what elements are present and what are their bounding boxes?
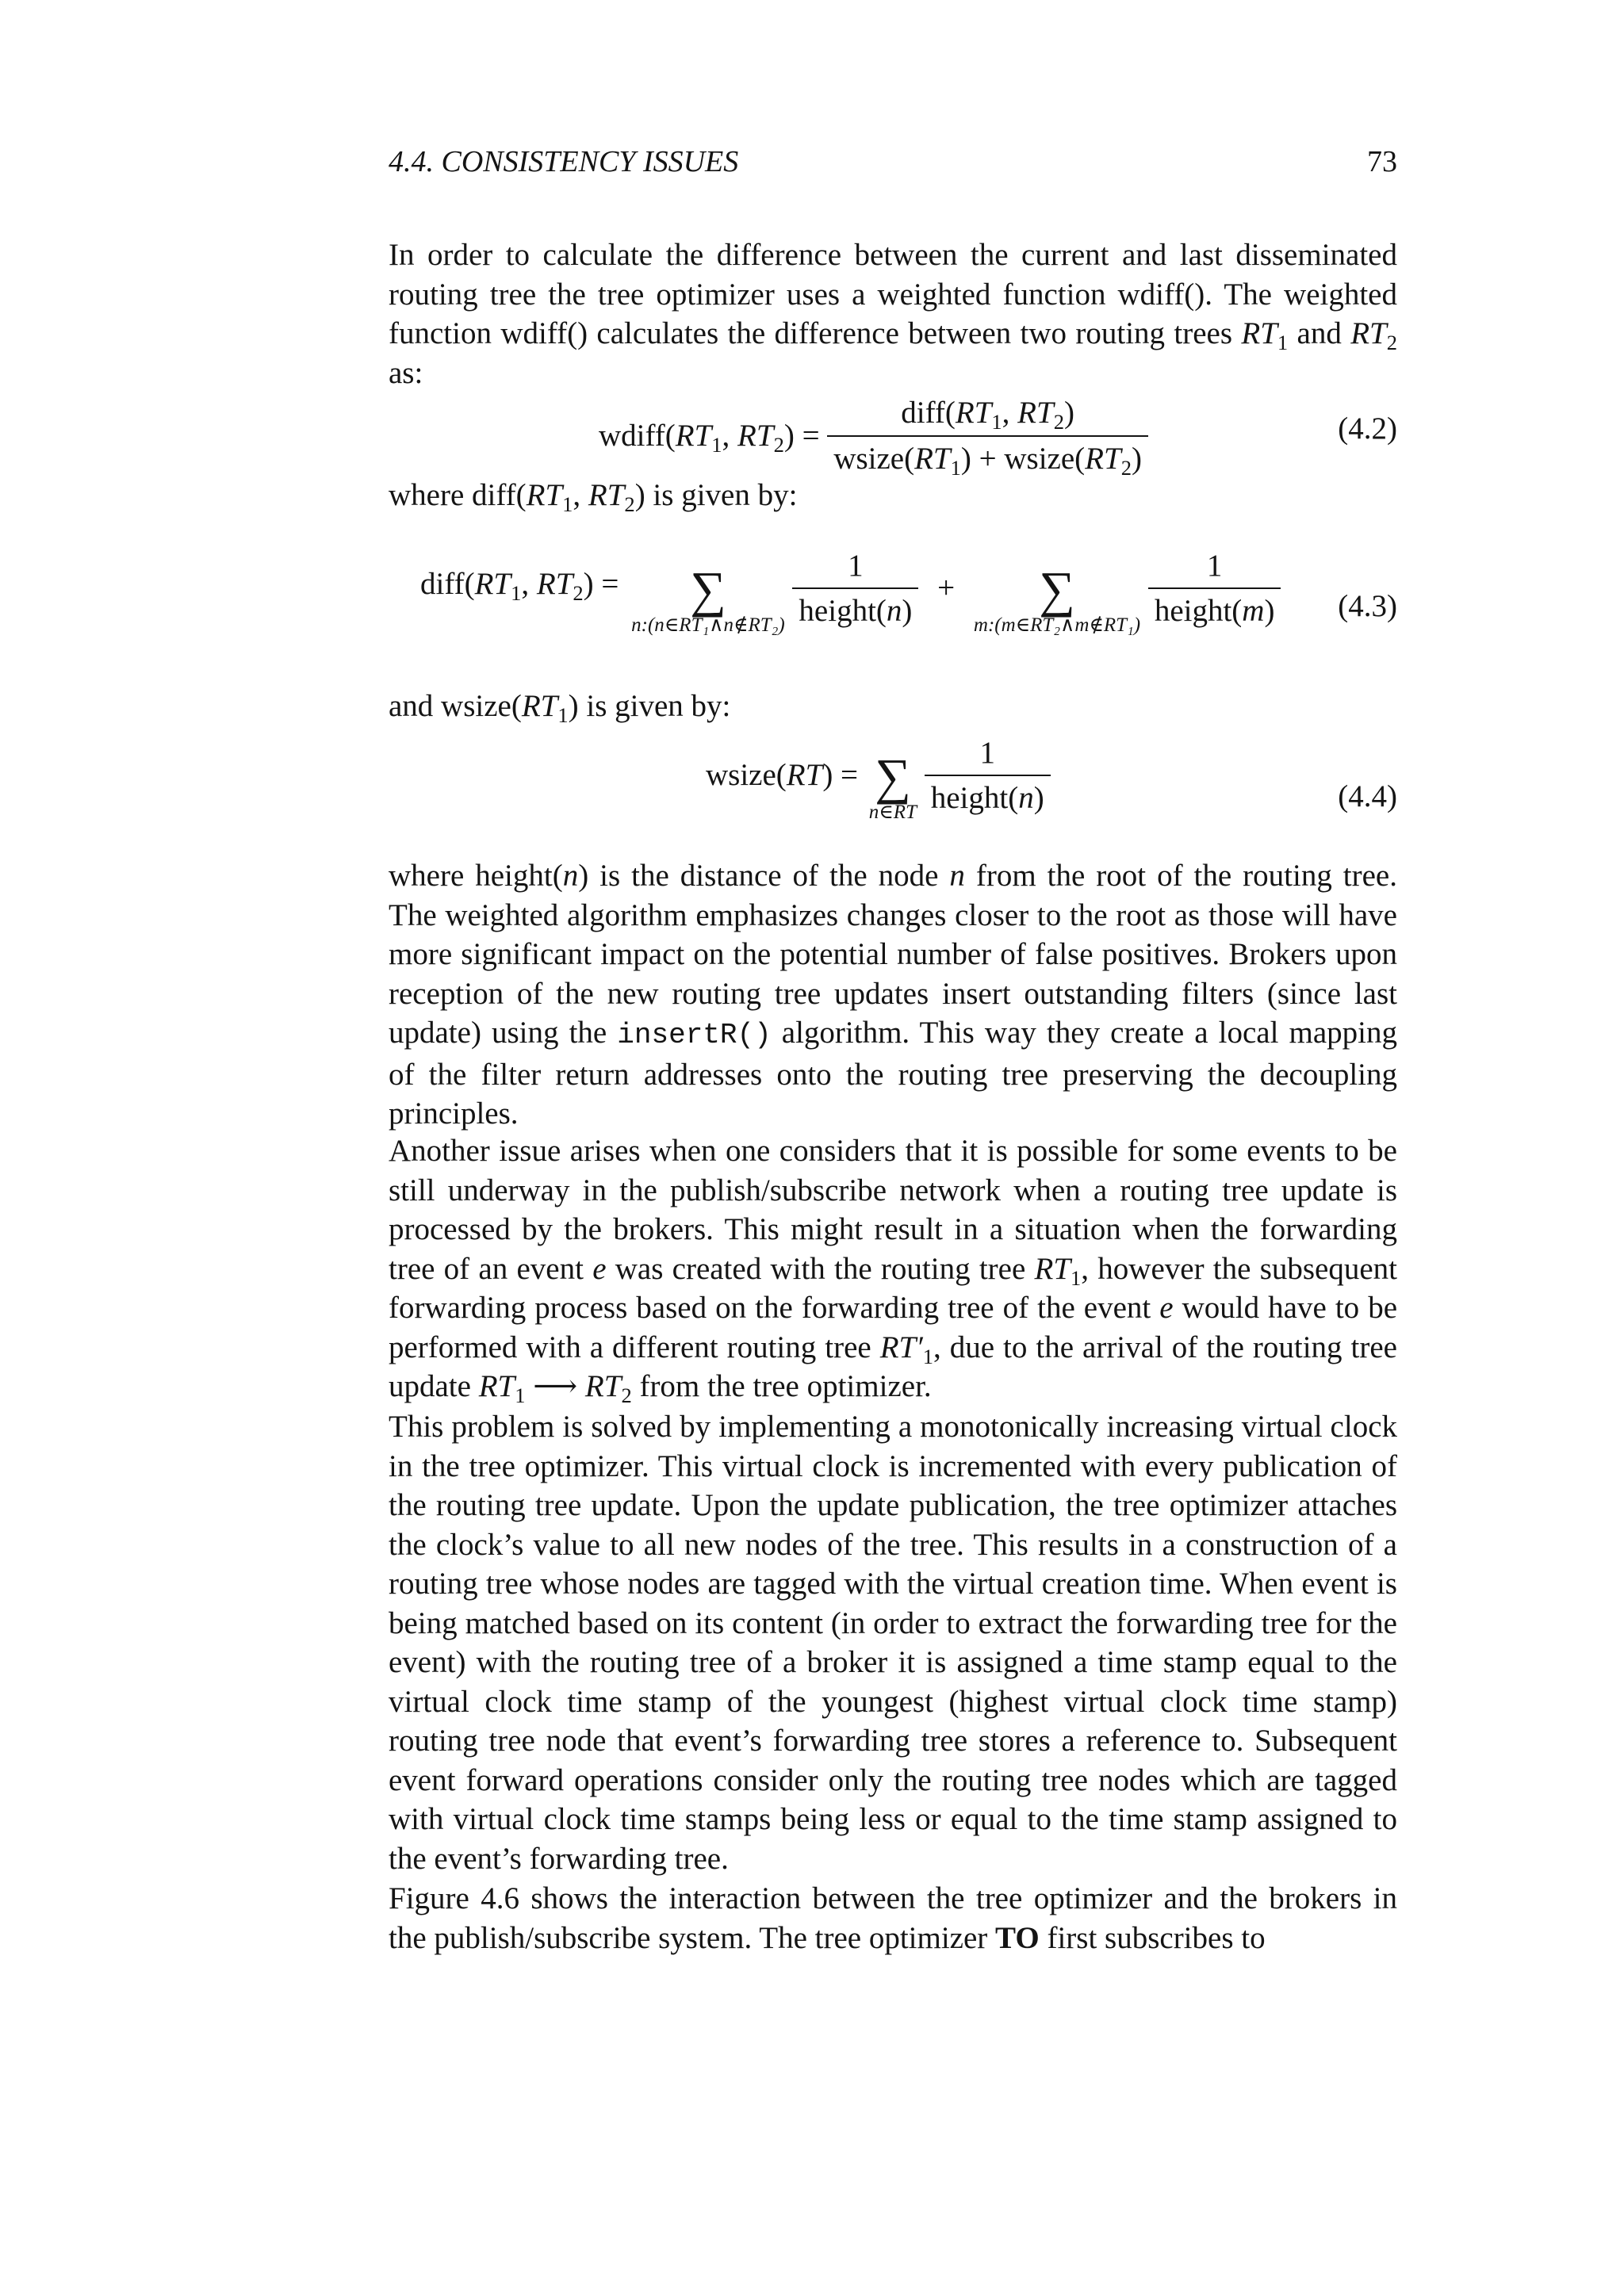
eq44-fraction: $\frac{1}{\text{height(n)}}$ — [925, 733, 1051, 818]
eq43-fraction-2: $\frac{1}{\text{height(m)}}$ — [1148, 546, 1281, 631]
equation-4-3: $diff(RT_1$, $RT_2$) = ∑ n:(n∈RT₁∧n∉RT₂) $\frac{1}{\text{height(n)}}$ + ∑ m:(m∈RT₂∧m∉RT₁) $\frac{1}{\text{height(m)}}$ (4.3) — [389, 564, 1397, 675]
paragraph-height: where height(n) is the distance of the node n from the root of the routing tree. The weighted algorithm emphasizes changes closer to the root as those will have more significant impact on the potential number of false positives. Brokers upon reception of the new routing tree updates insert outstanding filters (since last update) using the insertR() algorithm. This way they create a local mapping of the filter return addresses onto the routing tree preserving the decoupling principles. — [389, 859, 1397, 1131]
sum-symbol-3: ∑ n∈RT — [868, 748, 917, 823]
eq43-lhs: $diff(RT_1$, $RT_2$) = — [420, 567, 619, 606]
paragraph-virtual-clock: This problem is solved by implementing a monotonically increasing virtual clock in the tree optimizer. This virtual clock is incremented with every publication of the routing tree update. Upon the update publication, the tree optimizer attaches the clock’s value to all new nodes of the tree. This results in a construction of a routing tree whose nodes are tagged with the virtual creation time. When event is being matched based on its content (in order to extract the forwarding tree for the event) with the routing tree of a broker it is assigned a time stamp equal to the virtual clock time stamp of the youngest (highest virtual clock time stamp) routing tree node that event’s forwarding tree stores a reference to. Subsequent event forward operations consider only the routing tree nodes which are tagged with virtual clock time stamps being less or equal to the time stamp assigned to the event’s forwarding tree. — [389, 1410, 1397, 1876]
equation-4-2 — [389, 387, 1397, 480]
paragraph-events-underway: Another issue arises when one considers that it is possible for some events to be still underway in the publish/subscribe network when a routing tree update is processed by the brokers. This might result in a situation when the forwarding tree of an event e was created with the routing tree $RT_1$, however the subsequent forwarding process based on the forwarding tree of the event e would have to be performed with a different routing tree $RT'_1$, due to the arrival of the routing tree update $RT_1$ ⟶ $RT_2$ from the tree optimizer. — [389, 1134, 1398, 1407]
equation-4-4 — [389, 735, 1397, 851]
code-insertR: insertR() — [617, 1019, 772, 1051]
eq43-fraction-1: $\frac{1}{\text{height(n)}}$ — [792, 546, 918, 631]
page-number: 73 — [1367, 145, 1397, 178]
section-title: 4.4. CONSISTENCY ISSUES — [389, 145, 739, 178]
sum-symbol-2: ∑ m:(m∈RT₂∧m∉RT₁) — [973, 561, 1141, 636]
bold-TO: TO — [995, 1920, 1040, 1955]
running-header — [389, 143, 1397, 187]
sum-symbol-1: ∑ n:(n∈RT₁∧n∉RT₂) — [631, 561, 785, 636]
paragraph-intro: In order to calculate the difference between the current and last disseminated routing tree the tree optimizer uses a weighted function wdiff(). The weighted function wdiff() calculates the difference between two routing trees $RT_1$ and $RT_2$ as: — [389, 238, 1398, 390]
where-diff-line: where $diff(RT_1$, $RT_2$) is given by: — [389, 478, 798, 516]
eq44-lhs: wsize(RT) = — [706, 758, 859, 793]
and-wsize-line: and $wsize(RT_1)$ is given by: — [389, 689, 731, 727]
eq42-lhs: $wdiff(RT_1$, $RT_2$) = — [599, 418, 820, 457]
eq42-fraction: $\frac{diff(RT_1, RT_2)}{wsize(RT_1) + wsize(RT_2)}$ — [827, 393, 1148, 478]
equation-number: (4.2) — [1338, 411, 1397, 446]
paragraph-figure-reference: Figure 4.6 shows the interaction between the tree optimizer and the brokers in the publish/subscribe system. The tree optimizer TO first subscribes to — [389, 1881, 1397, 1955]
equation-number: (4.3) — [1338, 589, 1397, 623]
equation-number: (4.4) — [1338, 779, 1397, 813]
